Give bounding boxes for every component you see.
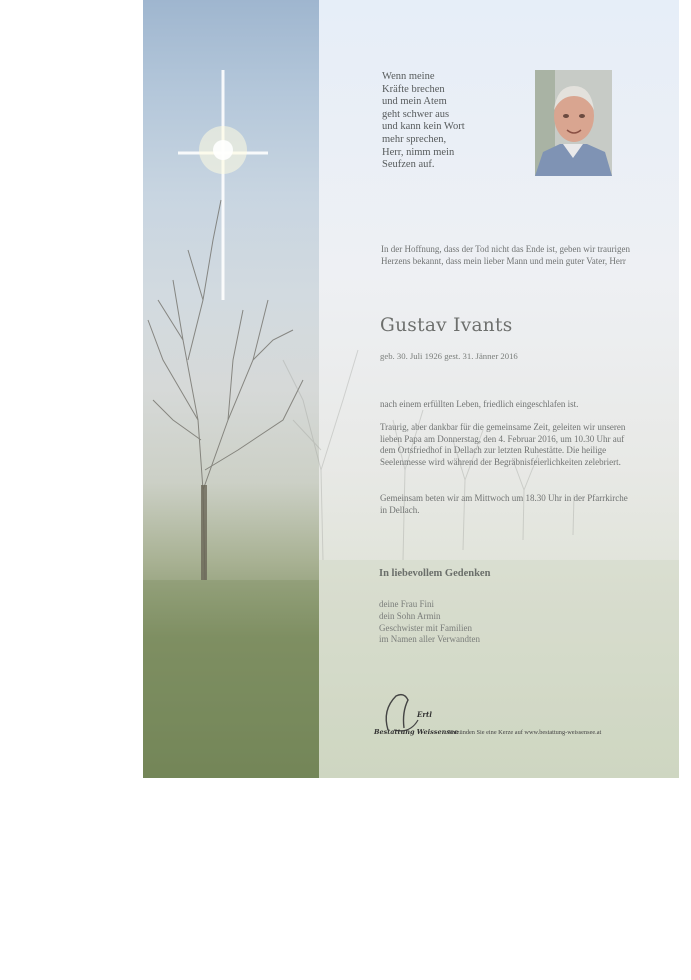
family-member: im Namen aller Verwandten	[379, 634, 481, 645]
poem	[382, 71, 522, 172]
life-dates: geb. 30. Juli 1926 gest. 31. Jänner 2016	[380, 351, 518, 361]
intro-text: In der Hoffnung, dass der Tod nicht das Ende ist, geben wir traurigen Herzens bekannt, dass mein lieber Mann und mein guter Vater, Herr	[381, 244, 630, 266]
candle-note: Entzünden Sie eine Kerze auf www.bestattung-weissensee.at	[448, 729, 602, 736]
poem-line: Seufzen auf.	[382, 159, 435, 171]
portrait-photo	[535, 70, 612, 176]
prayer-text: Gemeinsam beten wir am Mittwoch um 18.30 Uhr in der Pfarrkirche in Dellach.	[380, 493, 628, 515]
logo-name-text: Bestattung Weissensee	[374, 728, 459, 736]
memorial-heading: In liebevollem Gedenken	[379, 568, 491, 579]
poem-line: mehr sprechen,	[382, 133, 447, 145]
poem-line: Wenn meine	[382, 71, 435, 82]
family-member: dein Sohn Armin	[379, 610, 441, 621]
logo-top-text: Ertl	[417, 710, 432, 719]
funeral-home-logo	[374, 690, 459, 740]
poem-line: Kräfte brechen	[382, 83, 445, 95]
poem-line: geht schwer aus	[382, 108, 450, 120]
funeral-text: Traurig, aber dankbar für die gemeinsame Zeit, geleiten wir unseren lieben Papa am Donnerstag, den 4. Februar 2016, um 10.30 Uhr auf dem Ortsfriedhof in Dellach zur letzten Ruhestätte. Die heilige Seelenmesse wird während der Begräbnisfeierlichkeiten zelebriert.	[380, 422, 626, 467]
obituary-card	[143, 0, 679, 778]
poem-line: und mein Atem	[382, 96, 447, 108]
poem-line: Herr, nimm mein	[382, 146, 455, 158]
poem-line: und kann kein Wort	[382, 121, 465, 133]
passing-text: nach einem erfüllten Leben, friedlich eingeschlafen ist.	[380, 399, 579, 409]
family-list	[379, 599, 579, 646]
deceased-name: Gustav Ivants	[380, 315, 513, 336]
family-member: Geschwister mit Familien	[379, 622, 472, 633]
family-member: deine Frau Fini	[379, 599, 434, 609]
